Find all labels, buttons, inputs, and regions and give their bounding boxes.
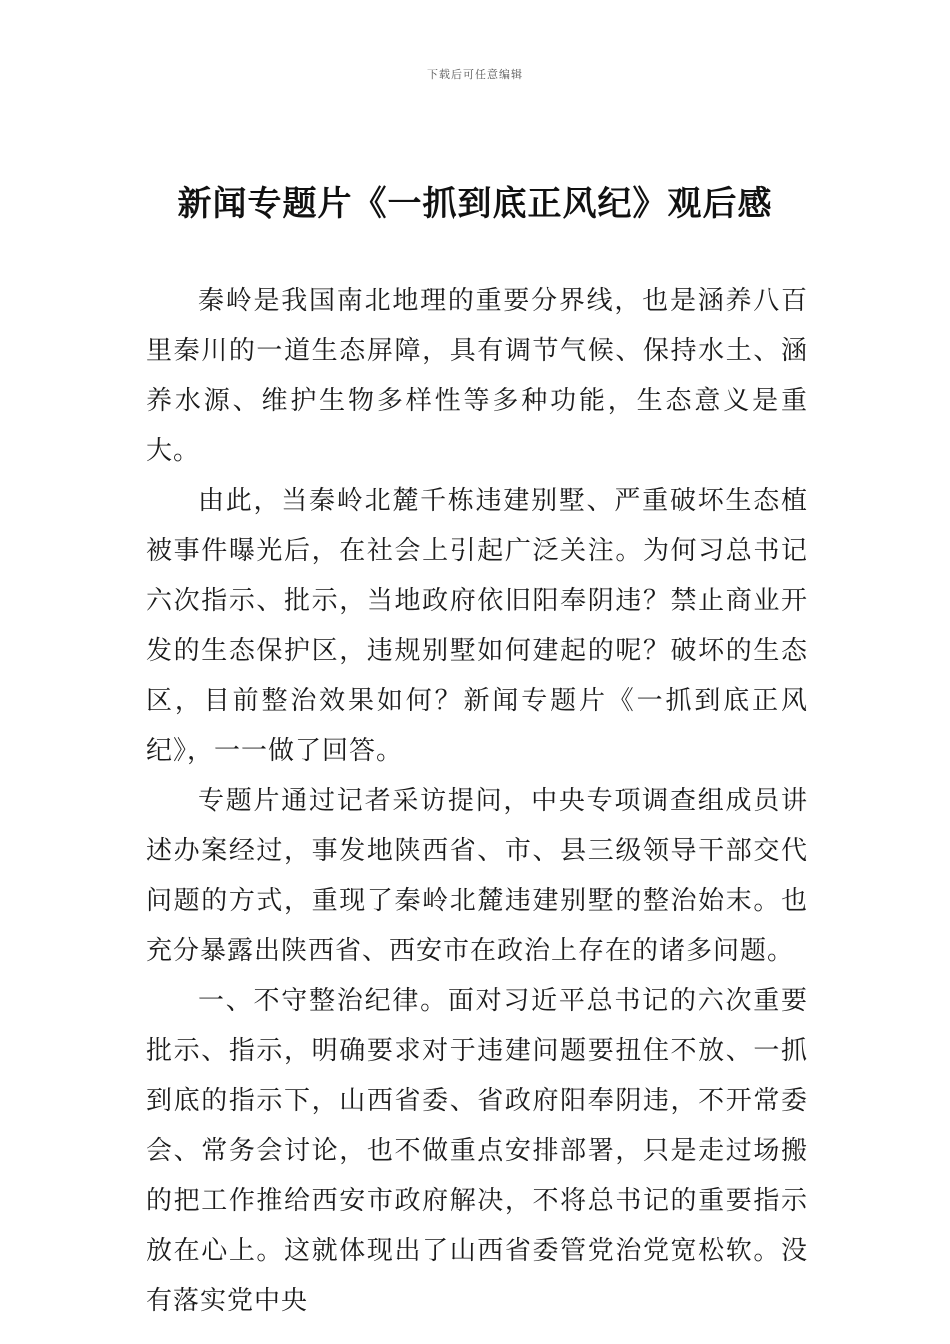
document-title: 新闻专题片《一抓到底正风纪》观后感 — [177, 184, 773, 224]
paragraph-2: 由此，当秦岭北麓千栋违建别墅、严重破坏生态植被事件曝光后，在社会上引起广泛关注。为何习总书记六次指示、批示，当地政府依旧阳奉阴违？禁止商业开发的生态保护区，违规别墅如何建起的呢？破坏的生态区，目前整治效果如何？新闻专题片《一抓到底正风纪》，一一做了回答。 — [146, 486, 808, 766]
paragraph-3: 专题片通过记者采访提问，中央专项调查组成员讲述办案经过，事发地陕西省、市、县三级领导干部交代问题的方式，重现了秦岭北麓违建别墅的整治始末。也充分暴露出陕西省、西安市在政治上存在的诸多问题。 — [146, 786, 808, 966]
paragraph-4: 一、不守整治纪律。面对习近平总书记的六次重要批示、指示，明确要求对于违建问题要扭住不放、一抓到底的指示下，山西省委、省政府阳奉阴违，不开常委会、常务会讨论，也不做重点安排部署，只是走过场搬的把工作推给西安市政府解决，不将总书记的重要指示放在心上。这就体现出了山西省委管党治党宽松软。没有落实党中央 — [146, 986, 808, 1316]
header-note: 下载后可任意编辑 — [427, 68, 523, 81]
paragraph-1: 秦岭是我国南北地理的重要分界线，也是涵养八百里秦川的一道生态屏障，具有调节气候、保持水土、涵养水源、维护生物多样性等多种功能，生态意义是重大。 — [146, 286, 808, 466]
document-body — [146, 276, 808, 1326]
